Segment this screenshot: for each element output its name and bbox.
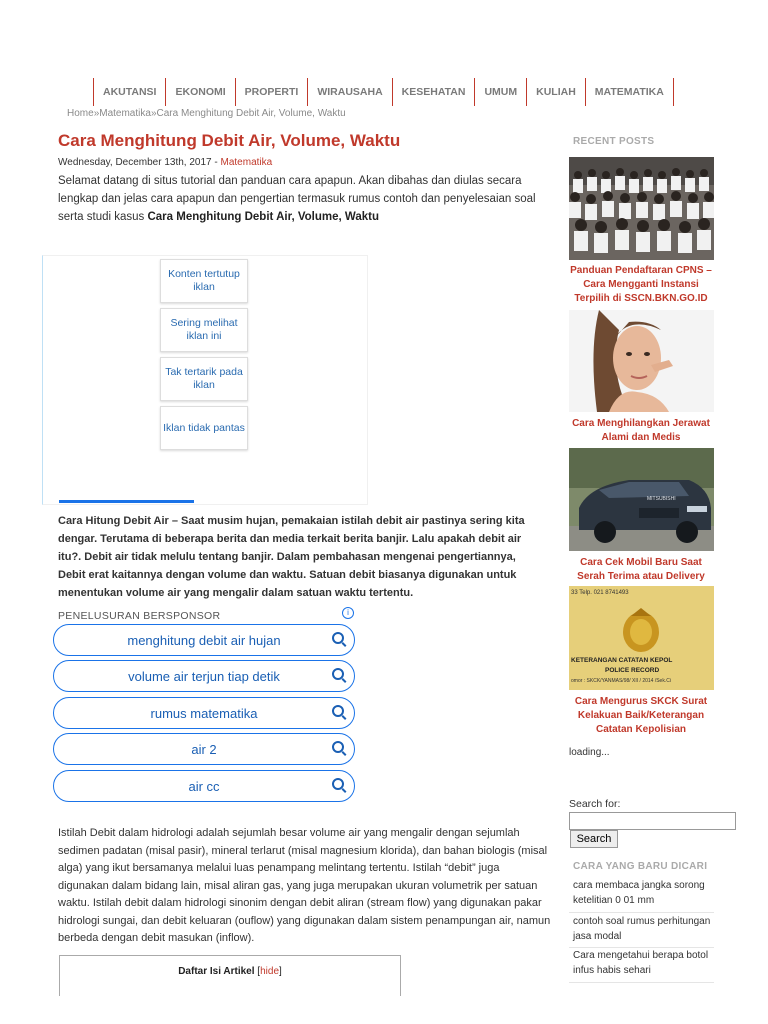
breadcrumb-separator: »: [150, 108, 157, 119]
search-label: Search for:: [569, 798, 621, 810]
breadcrumb-home[interactable]: Home: [67, 108, 94, 119]
nav-item-umum[interactable]: UMUM: [475, 78, 527, 106]
nav-item-properti[interactable]: PROPERTI: [236, 78, 309, 106]
sponsored-search-item[interactable]: [53, 770, 355, 802]
ad-feedback-option-not-interested[interactable]: Tak tertarik pada iklan: [160, 357, 248, 401]
breadcrumb-current: Cara Menghitung Debit Air, Volume, Waktu: [156, 108, 346, 119]
recent-post-link[interactable]: Cara Mengurus SKCK Surat Kelakuan Baik/Keterangan Catatan Kepolisian: [574, 696, 708, 735]
divider: [569, 947, 714, 948]
sponsored-search-item[interactable]: [53, 660, 355, 692]
sponsored-query-text: rumus matematika: [150, 705, 258, 721]
post-meta: [58, 157, 272, 168]
body-paragraph: Istilah Debit dalam hidrologi adalah sejumlah besar volume air yang mengalir dengan sejumlah sedimen padatan (misal pasir), mineral terlarut (misal magnesium klorida), dan bahan biologis (misal alga) yang ikut bersamanya melalui luas penampang melintang tertentu. Istilah “debit” juga digunakan dalam bidang lain, misal aliran gas, yang juga merupakan ukuran volumetrik per satuan waktu. Istilah debit dalam hidrologi sinonim dengan debit aliran (stream flow) yang digunakan pakar hidrologi sungai, dan debit keluaran (ouflow) yang digunakan dalam sistem penampungan air, namun berbeda dengan debit masukan (inflow).: [58, 827, 551, 944]
sponsored-query-text: volume air terjun tiap detik: [128, 668, 280, 684]
loading-text: loading...: [569, 747, 610, 758]
breadcrumb-category[interactable]: Matematika: [99, 108, 151, 119]
toc-title: [60, 966, 400, 977]
nav-item-kesehatan[interactable]: KESEHATAN: [393, 78, 476, 106]
breadcrumb-separator: »: [93, 108, 100, 119]
info-icon[interactable]: i: [342, 607, 354, 619]
sponsored-query-text: menghitung debit air hujan: [127, 632, 281, 648]
recent-post-thumbnail[interactable]: [569, 448, 714, 551]
ad-feedback-option-repetitive[interactable]: Sering melihat iklan ini: [160, 308, 248, 352]
intro-paragraph: [58, 172, 548, 226]
document-number-text: omor : SKCK/YANMAS/98/ XII / 2014 /Sek.Ci: [571, 678, 671, 684]
search-icon: [332, 778, 344, 790]
document-subtitle-text: POLICE RECORD: [605, 667, 660, 674]
nav-item-akutansi[interactable]: AKUTANSI: [94, 78, 166, 106]
recent-search-link[interactable]: cara membaca jangka sorong ketelitian 0 01 mm: [573, 880, 705, 906]
nav-item-matematika[interactable]: MATEMATIKA: [586, 78, 674, 106]
car-brand-text: MITSUBISHI: [647, 496, 676, 502]
recent-searches-heading: CARA YANG BARU DICARI: [573, 861, 708, 872]
ad-feedback-option-covered[interactable]: Konten tertutup iklan: [160, 259, 248, 303]
search-icon: [332, 632, 344, 644]
sponsored-label: PENELUSURAN BERSPONSOR: [58, 610, 221, 622]
sponsored-query-text: air cc: [188, 778, 220, 794]
toc-title-text: Daftar Isi Artikel: [178, 966, 255, 977]
post-category-link[interactable]: Matematika: [220, 157, 273, 168]
search-input[interactable]: [569, 812, 736, 830]
ad-feedback-option-inappropriate[interactable]: Iklan tidak pantas: [160, 406, 248, 450]
recent-post-thumbnail[interactable]: [569, 310, 714, 412]
toc-bracket: ]: [279, 966, 282, 977]
divider: [569, 912, 714, 913]
document-title-text: KETERANGAN CATATAN KEPOL: [571, 657, 673, 664]
post-date: Wednesday, December 13th, 2017: [58, 157, 212, 168]
nav-item-kuliah[interactable]: KULIAH: [527, 78, 586, 106]
sponsored-query-text: air 2: [191, 741, 217, 757]
bold-paragraph: Cara Hitung Debit Air – Saat musim hujan, pemakaian istilah debit air pastinya sering kita dengar. Terutama di beberapa berita dan media terkait berita banjir. Lalu apakah debit air itu?. Debit air tidak melulu tentang banjir. Dalam pembahasan mengenai pengertiannya, Debit erat kaitannya dengan volume dan waktu. Satuan debit biasanya digunakan untuk menentukan volume air yang mengalir dalam satuan waktu tertentu.: [58, 515, 525, 599]
recent-search-link[interactable]: contoh soal rumus perhitungan jasa modal: [573, 916, 711, 942]
ad-progress-strip: [59, 500, 194, 503]
toc-hide-link[interactable]: hide: [260, 966, 279, 977]
recent-search-link[interactable]: Cara mengetahui berapa botol infus habis sehari: [573, 950, 709, 976]
toc-bracket: [: [254, 966, 261, 977]
search-icon: [332, 668, 344, 680]
table-of-contents: [59, 955, 401, 996]
recent-posts-heading: RECENT POSTS: [573, 136, 655, 147]
intro-bold-text: Cara Menghitung Debit Air, Volume, Waktu: [147, 211, 379, 223]
ad-feedback-panel: [42, 255, 368, 505]
nav-item-ekonomi[interactable]: EKONOMI: [166, 78, 235, 106]
document-header-text: 33 Telp. 021 8741493: [571, 590, 629, 596]
nav-item-wirausaha[interactable]: WIRAUSAHA: [308, 78, 392, 106]
sponsored-search-item[interactable]: [53, 624, 355, 656]
search-icon: [332, 741, 344, 753]
post-meta-separator: -: [211, 157, 221, 168]
search-icon: [332, 705, 344, 717]
search-button[interactable]: Search: [570, 830, 618, 848]
page-title: Cara Menghitung Debit Air, Volume, Waktu: [58, 131, 401, 150]
intro-text: Selamat datang di situs tutorial dan panduan cara apapun. Akan dibahas dan diulas secara lengkap dan jelas cara apapun dan pengertian termasuk rumus contoh dan penyelesaian soal serta studi kasus: [58, 175, 536, 223]
recent-post-link[interactable]: Cara Cek Mobil Baru Saat Serah Terima atau Delivery: [577, 557, 705, 582]
breadcrumb: [67, 108, 346, 119]
divider: [569, 982, 714, 983]
recent-post-thumbnail[interactable]: [569, 157, 714, 260]
recent-post-link[interactable]: Panduan Pendaftaran CPNS – Cara Mengganti Instansi Terpilih di SSCN.BKN.GO.ID: [570, 265, 712, 304]
sponsored-search-item[interactable]: [53, 697, 355, 729]
recent-post-link[interactable]: Cara Menghilangkan Jerawat Alami dan Medis: [572, 418, 710, 443]
recent-post-thumbnail[interactable]: [569, 586, 714, 690]
main-nav: [93, 78, 674, 106]
sponsored-search-item[interactable]: [53, 733, 355, 765]
